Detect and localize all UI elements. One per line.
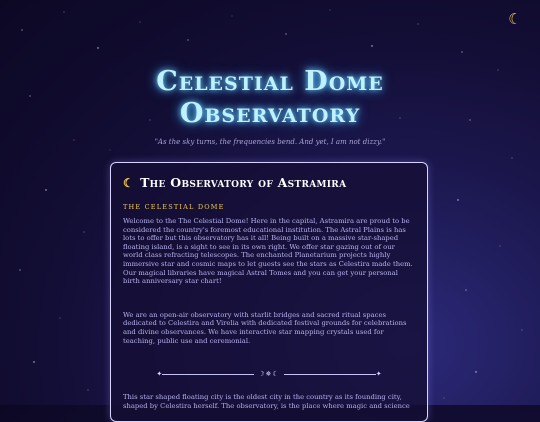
content-card [110,162,428,422]
paragraph-city: This star shaped floating city is the oldest city in the country as its founding city, shaped by Celestira herself. The observatory, is the place where magic and science [123,393,410,410]
divider-line-right [284,374,376,375]
crescent-moon-icon: ☾ [508,10,522,28]
paragraph-open-air: We are an open-air observatory with starlit bridges and sacred ritual spaces dedicated to Celestira and Virelia with dedicated festival grounds for celebrations and divine observances. We have interactive star mapping crystals used for teaching, public use and ceremonial. [123,310,407,345]
tagline: "As the sky turns, the frequencies bend. And yet, I am not dizzy." [154,138,386,146]
card-title-text: The Observatory of Astramira [140,175,347,190]
section-label: THE CELESTIAL DOME [123,203,225,211]
paragraph-intro: Welcome to the The Celestial Dome! Here in the capital, Astramira are proud to be considered the country's foremost educational institution. The Astral Plains is has lots to offer but this observatory has it all! Being built on a massive star-shaped floating island, is a sight to see in its own right. We offer star gazing out of our world class refracting telescopes. The enchanted Planetarium projects highly immersive star and cosmic maps to let guests see the stars as Celestira made them. Our magical libraries have magical Astral Tomes and you can get your personal birth anniversary star chart! [123,217,413,286]
theme-toggle-button[interactable] [504,8,526,30]
moon-star-ornament-icon: ☽✵☾ [258,370,280,379]
divider-star-icon: ✦ [375,370,382,379]
site-header [0,66,540,146]
crescent-moon-icon: ☾ [123,175,135,190]
divider-star-icon: ✦ [156,370,163,379]
ornament-divider [123,370,415,378]
divider-line-left [162,374,254,375]
page-title: Celestial Dome Observatory [156,66,384,129]
card-title [123,175,415,190]
